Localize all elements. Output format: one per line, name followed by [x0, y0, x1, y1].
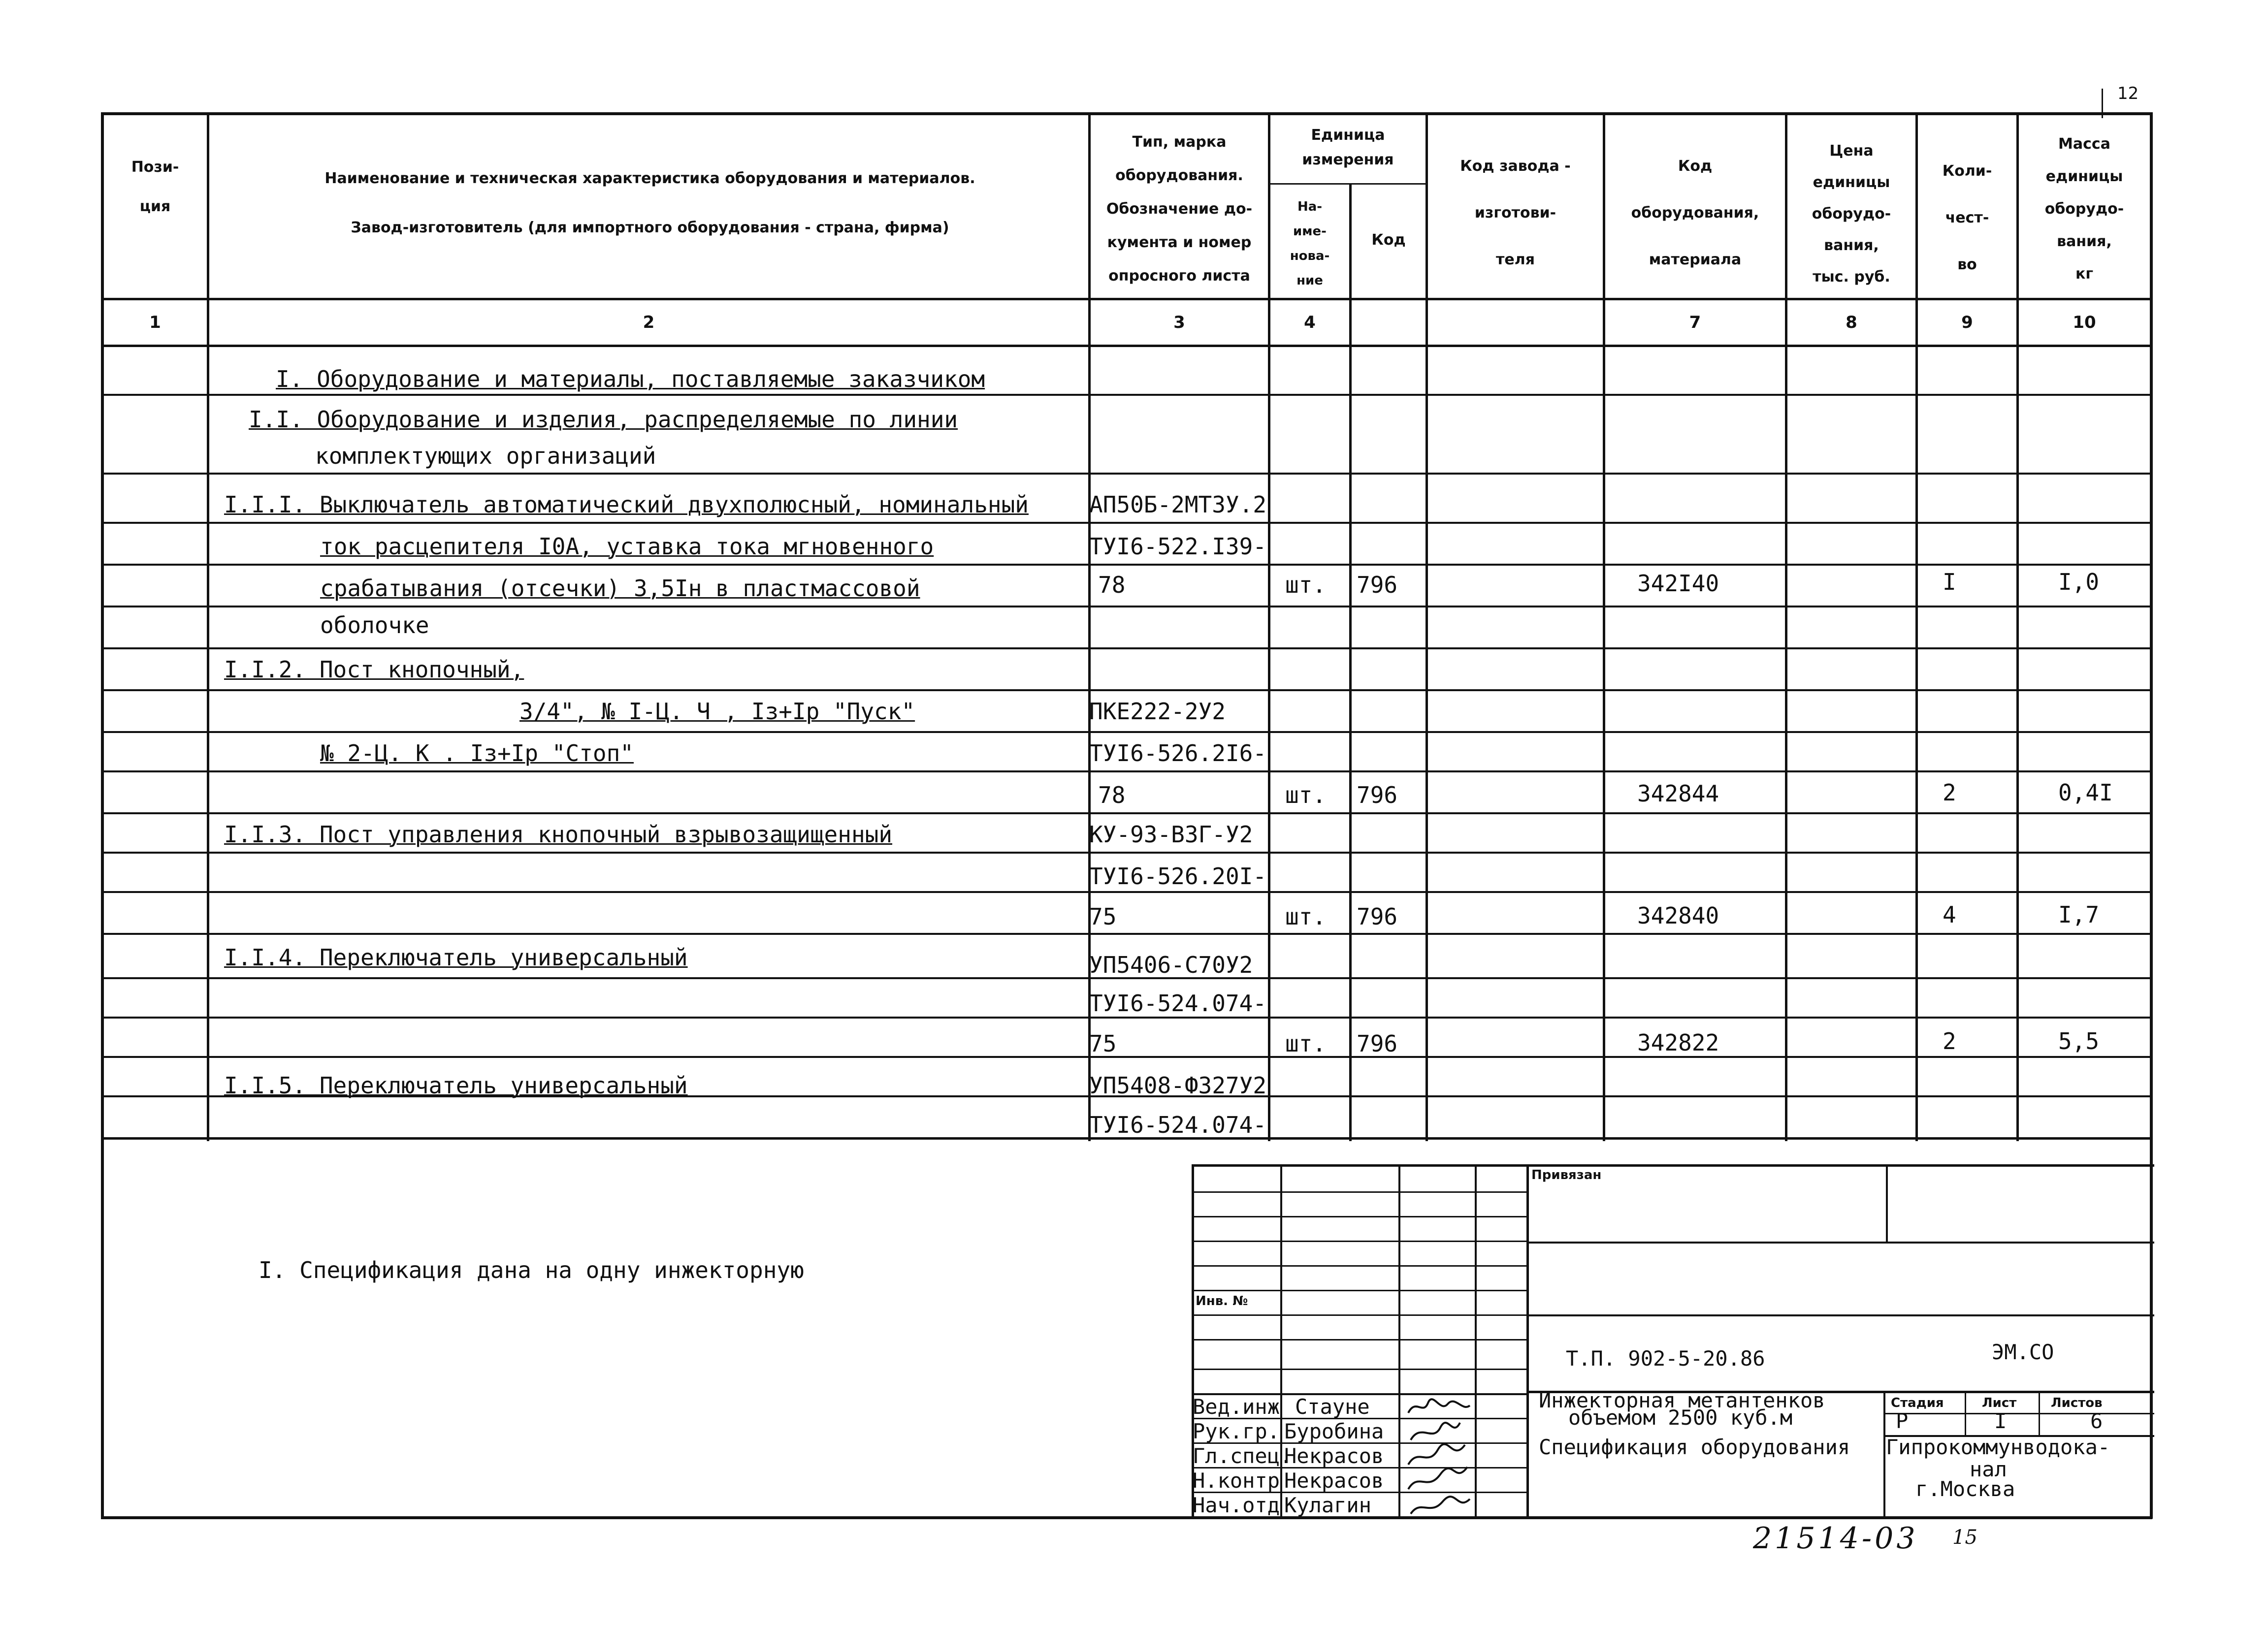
item-unit-code: 796 — [1357, 903, 1398, 930]
item-equipment-code: 342840 — [1637, 902, 1719, 929]
item-equipment-code: 342822 — [1637, 1029, 1719, 1056]
item-description-line: I.I.4. Переключатель универсальный — [224, 944, 688, 971]
stage-value: Р — [1896, 1409, 1909, 1433]
item-quantity: 4 — [1943, 901, 1956, 928]
signer-role: Нач.отд — [1193, 1493, 1280, 1517]
section-title-1: I. Оборудование и материалы, поставляемые заказчиком — [276, 366, 985, 392]
signer-role: Вед.инж — [1193, 1395, 1280, 1419]
item-quantity: I — [1943, 569, 1956, 595]
item-description-line: 3/4", № I-Ц. Ч , Iз+Iр "Пуск" — [519, 698, 915, 725]
header-factory-code: Код завода - изготови- теля — [1460, 158, 1571, 268]
item-mass: 5,5 — [2058, 1028, 2100, 1054]
signer-name: Некрасов — [1284, 1468, 1384, 1493]
item-mass: 0,4I — [2058, 779, 2113, 806]
item-type: ТУI6-524.074- — [1089, 1112, 1267, 1138]
signer-name: Некрасов — [1284, 1444, 1384, 1468]
item-description-line: I.I.2. Пост кнопочный, — [224, 656, 524, 683]
header-price: Цена единицы оборудо- вания, тыс. руб. — [1812, 142, 1891, 286]
section-title-1-1-cont: комплектующих организаций — [315, 443, 656, 469]
item-description-line: I.I.3. Пост управления кнопочный взрывозащищенный — [224, 821, 893, 848]
project-title-line1: Инжекторная метантенков — [1539, 1388, 1825, 1412]
header-name-line1: Наименование и техническая характеристика оборудования и материалов. — [324, 170, 975, 187]
signer-name: Кулагин — [1284, 1493, 1372, 1517]
item-description-line: оболочке — [320, 612, 429, 638]
item-type: ТУI6-526.20I- — [1089, 863, 1267, 890]
column-number: 7 — [1689, 313, 1701, 332]
stage-label: Стадия — [1891, 1396, 1944, 1410]
column-number: 4 — [1304, 313, 1316, 332]
header-type: Тип, марка оборудования. Обозначение до- кумента и номер опросного листа — [1106, 133, 1253, 285]
item-description-line: ток расцепителя I0А, уставка тока мгновенного — [320, 533, 934, 560]
note-text: I. Спецификация дана на одну инжекторную — [259, 1257, 804, 1283]
organization-line2: нал — [1970, 1457, 2007, 1481]
item-description-line: № 2-Ц. К . Iз+Iр "Стоп" — [320, 740, 634, 766]
item-type: 75 — [1089, 1030, 1117, 1057]
column-number: 3 — [1173, 313, 1185, 332]
item-quantity: 2 — [1943, 779, 1956, 806]
item-quantity: 2 — [1943, 1028, 1956, 1054]
item-type: ТУI6-522.I39- — [1089, 533, 1267, 560]
item-type: ПКЕ222-2У2 — [1089, 698, 1226, 725]
sheet-label: Лист — [1982, 1396, 2017, 1410]
column-number: 8 — [1846, 313, 1857, 332]
header-name-line2: Завод-изготовитель (для импортного оборудования - страна, фирма) — [351, 219, 949, 236]
item-type: 78 — [1098, 572, 1126, 598]
archive-number: 21514-03 — [1753, 1521, 1918, 1556]
header-unit-name: На- име- нова- ние — [1290, 199, 1330, 288]
item-type: КУ-93-ВЗГ-У2 — [1089, 821, 1253, 848]
item-unit-code: 796 — [1357, 572, 1398, 598]
item-description-line: I.I.I. Выключатель автоматический двухполюсный, номинальный — [224, 491, 1029, 518]
item-unit: шт. — [1285, 1030, 1327, 1057]
header-position: Пози- ция — [131, 159, 179, 215]
item-type: ТУI6-524.074- — [1089, 990, 1267, 1017]
signature-marks — [1398, 1393, 1477, 1519]
organization-line1: Гипрокоммунводока- — [1886, 1435, 2110, 1459]
sheet-title: Спецификация оборудования — [1539, 1435, 1850, 1459]
item-type: АП50Б-2МТЗУ.2 — [1089, 491, 1267, 518]
header-equipment-code: Код оборудования, материала — [1631, 158, 1759, 268]
header-quantity: Коли- чест- во — [1942, 162, 1992, 273]
page-corner-number: 12 — [2117, 84, 2139, 103]
doc-code: ЭМ.СО — [1992, 1340, 2054, 1364]
column-number: 1 — [149, 313, 161, 332]
signer-role: Рук.гр. — [1193, 1419, 1280, 1443]
item-mass: I,7 — [2058, 901, 2100, 928]
item-equipment-code: 342I40 — [1637, 570, 1719, 597]
item-unit-code: 796 — [1357, 782, 1398, 808]
header-unit-group: Единица измерения — [1302, 127, 1394, 168]
item-mass: I,0 — [2058, 569, 2100, 595]
inventory-number-label: Инв. № — [1196, 1294, 1248, 1309]
item-description-line: I.I.5. Переключатель универсальный — [224, 1072, 688, 1099]
header-mass: Масса единицы оборудо- вания, кг — [2044, 135, 2124, 283]
item-unit-code: 796 — [1357, 1030, 1398, 1057]
item-unit: шт. — [1285, 782, 1327, 808]
item-type: 78 — [1098, 782, 1126, 808]
section-title-1-1: I.I. Оборудование и изделия, распределяемые по линии — [249, 406, 958, 433]
sheets-value: 6 — [2090, 1409, 2103, 1433]
column-number: 10 — [2073, 313, 2096, 332]
item-unit: шт. — [1285, 903, 1327, 930]
doc-number: Т.П. 902-5-20.86 — [1566, 1346, 1765, 1371]
column-number: 9 — [1961, 313, 1973, 332]
item-type: УП5408-Ф327У2 — [1089, 1072, 1267, 1099]
sheets-label: Листов — [2051, 1396, 2103, 1410]
sheet-value: I — [1994, 1409, 2007, 1433]
column-number: 2 — [643, 313, 655, 332]
header-unit-code: Код — [1371, 231, 1406, 249]
item-type: 75 — [1089, 903, 1117, 930]
project-title-line2: объемом 2500 куб.м — [1568, 1405, 1793, 1430]
signer-role: Гл.спец. — [1193, 1444, 1293, 1468]
bound-label: Привязан — [1531, 1168, 1602, 1182]
archive-page: 15 — [1952, 1526, 1977, 1549]
signer-role: Н.контр — [1193, 1468, 1280, 1493]
signer-name: Буробина — [1284, 1419, 1384, 1443]
item-unit: шт. — [1285, 572, 1327, 598]
item-type: УП5406-С70У2 — [1089, 952, 1253, 978]
signer-name: Стауне — [1295, 1395, 1370, 1419]
item-equipment-code: 342844 — [1637, 780, 1719, 807]
item-type: ТУI6-526.2I6- — [1089, 740, 1267, 766]
organization-city: г.Москва — [1915, 1477, 2015, 1501]
item-description-line: срабатывания (отсечки) 3,5Iн в пластмассовой — [320, 575, 920, 602]
